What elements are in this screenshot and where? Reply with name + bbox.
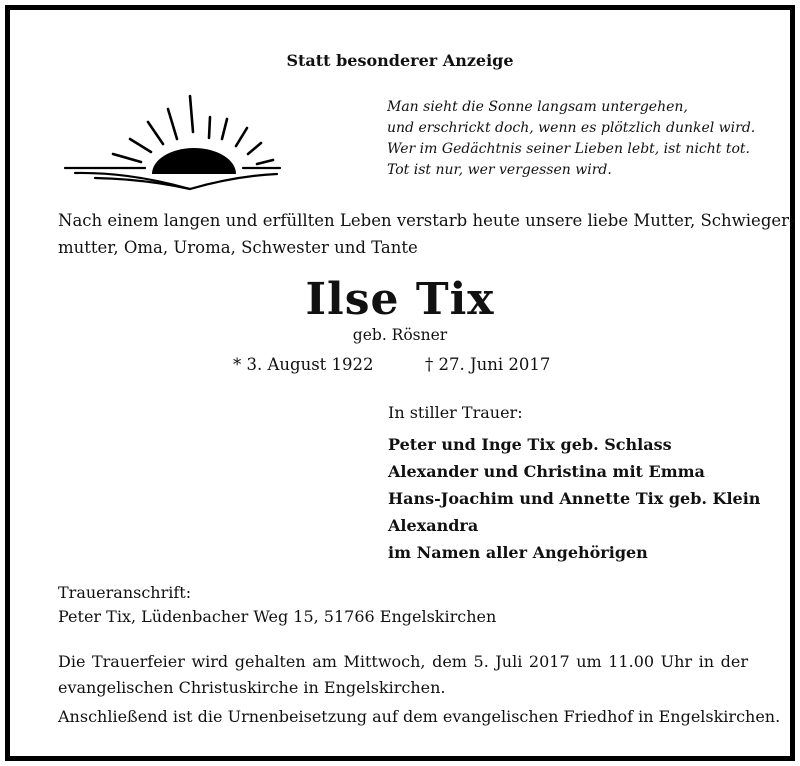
service-info xyxy=(58,649,748,701)
poem-line: und erschrickt doch, wenn es plötzlich dunkel wird. xyxy=(387,120,756,136)
birth-date: * 3. August 1922 xyxy=(233,355,374,374)
mourner-list xyxy=(388,431,760,566)
intro-text xyxy=(58,207,795,261)
poem xyxy=(387,97,755,181)
poem-line: Tot ist nur, wer vergessen wird. xyxy=(387,162,612,178)
burial-info: Anschließend ist die Urnenbeisetzung auf dem evangelischen Friedhof in Engelskirchen. xyxy=(58,707,781,726)
intro-line: mutter, Oma, Uroma, Schwester und Tante xyxy=(58,238,418,257)
sunrise-icon xyxy=(55,88,285,193)
service-line: Die Trauerfeier wird gehalten am Mittwoch, dem 5. Juli 2017 um 11.00 Uhr in der xyxy=(58,652,748,671)
intro-line: Nach einem langen und erfüllten Leben verstarb heute unsere liebe Mutter, Schwieger- xyxy=(58,211,795,230)
mourner-item: Alexandra xyxy=(388,516,479,535)
mourner-item: Alexander und Christina mit Emma xyxy=(388,462,705,481)
poem-line: Man sieht die Sonne langsam untergehen, xyxy=(387,99,688,115)
death-date: † 27. Juni 2017 xyxy=(425,355,551,374)
mourner-item: Peter und Inge Tix geb. Schlass xyxy=(388,435,672,454)
address-value: Peter Tix, Lüdenbacher Weg 15, 51766 Engelskirchen xyxy=(58,607,497,626)
maiden-name: geb. Rösner xyxy=(352,326,448,344)
mourning-label: In stiller Trauer: xyxy=(388,403,523,422)
header-title: Statt besonderer Anzeige xyxy=(286,51,514,70)
mourner-item: im Namen aller Angehörigen xyxy=(388,543,648,562)
poem-line: Wer im Gedächtnis seiner Lieben lebt, ist nicht tot. xyxy=(387,141,750,157)
deceased-name: Ilse Tix xyxy=(305,274,495,325)
mourner-item: Hans-Joachim und Annette Tix geb. Klein xyxy=(388,489,761,508)
address-label: Traueranschrift: xyxy=(58,583,192,602)
service-line: evangelischen Christuskirche in Engelskirchen. xyxy=(58,678,446,697)
obituary-notice xyxy=(5,5,795,761)
